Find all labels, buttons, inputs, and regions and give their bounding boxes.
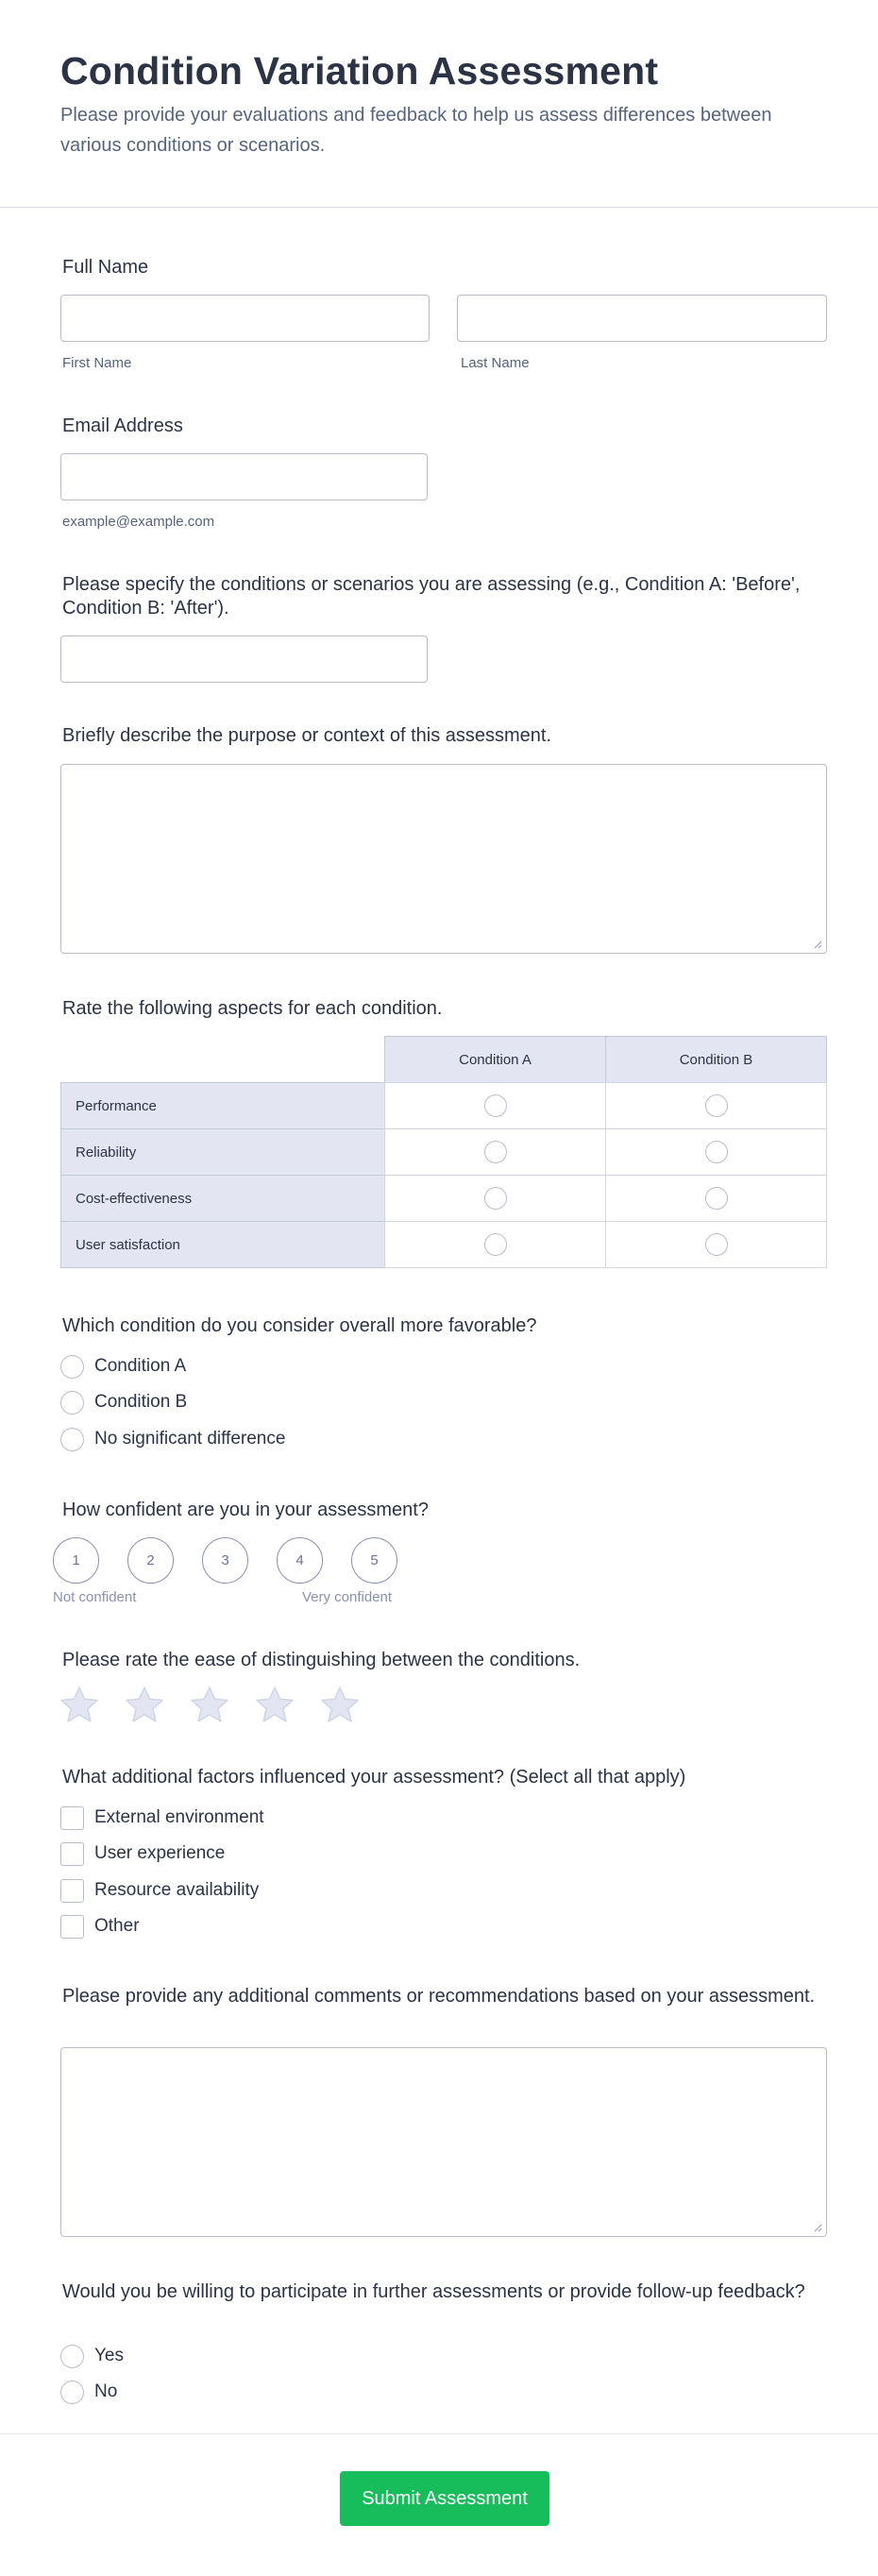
purpose-label: Briefly describe the purpose or context of this assessment. (62, 725, 552, 746)
confidence-label: How confident are you in your assessment? (62, 1500, 429, 1520)
favorable-option[interactable] (60, 1390, 187, 1415)
option-label: Condition B (94, 1392, 188, 1412)
checkbox[interactable] (60, 1915, 84, 1939)
full-name-label: Full Name (62, 257, 149, 278)
star-icon[interactable] (255, 1686, 295, 1723)
radio-button[interactable] (60, 1355, 84, 1379)
matrix-column-header: Condition B (605, 1036, 827, 1083)
option-label: No (94, 2381, 118, 2401)
radio-button[interactable] (60, 1391, 84, 1415)
matrix-cell[interactable] (384, 1128, 606, 1176)
resize-handle-icon[interactable] (813, 940, 822, 949)
matrix-row-label: Performance (60, 1082, 385, 1129)
last-name-sublabel: Last Name (461, 355, 530, 371)
form-title: Condition Variation Assessment (60, 49, 659, 93)
option-label: External environment (94, 1807, 264, 1827)
matrix-cell[interactable] (605, 1175, 827, 1222)
matrix-radio[interactable] (705, 1094, 728, 1117)
factors-option[interactable] (60, 1914, 140, 1939)
star-icon[interactable] (320, 1686, 360, 1723)
star-icon[interactable] (59, 1686, 99, 1723)
resize-handle-icon[interactable] (813, 2223, 822, 2232)
matrix-radio[interactable] (484, 1094, 507, 1117)
matrix-radio[interactable] (484, 1233, 507, 1256)
matrix-radio[interactable] (484, 1187, 507, 1210)
checkbox[interactable] (60, 1842, 84, 1866)
option-label: No significant difference (94, 1429, 286, 1449)
last-name-input[interactable] (457, 295, 827, 342)
option-label: Yes (94, 2346, 124, 2365)
option-label: Condition A (94, 1356, 187, 1376)
star-icon[interactable] (125, 1686, 164, 1723)
scale-option-3[interactable]: 3 (202, 1537, 248, 1584)
scale-max-caption: Very confident (302, 1589, 393, 1605)
followup-label: Would you be willing to participate in further assessments or provide follow-up feedback? (62, 2281, 805, 2302)
followup-option[interactable] (60, 2380, 117, 2404)
scale-option-4[interactable]: 4 (277, 1537, 323, 1584)
matrix-row-label: Reliability (60, 1128, 385, 1176)
radio-button[interactable] (60, 1428, 84, 1451)
checkbox[interactable] (60, 1806, 84, 1830)
conditions-label: Please specify the conditions or scenarios you are assessing (e.g., Condition A: 'Before', Condition B: 'After'). (62, 574, 801, 619)
matrix-cell[interactable] (384, 1175, 606, 1222)
followup-option[interactable] (60, 2344, 124, 2368)
email-input[interactable] (60, 453, 428, 500)
matrix-radio[interactable] (484, 1141, 507, 1163)
email-sublabel: example@example.com (62, 514, 215, 530)
submit-button[interactable]: Submit Assessment (340, 2471, 549, 2526)
matrix-cell[interactable] (384, 1221, 606, 1268)
checkbox[interactable] (60, 1879, 84, 1903)
factors-option[interactable] (60, 1878, 259, 1903)
scale-min-caption: Not confident (53, 1589, 137, 1605)
matrix-label: Rate the following aspects for each condition. (62, 998, 443, 1019)
factors-label: What additional factors influenced your assessment? (Select all that apply) (62, 1767, 686, 1788)
form-subtitle: Please provide your evaluations and feedback to help us assess differences between various conditions or scenarios. (60, 105, 772, 156)
matrix-radio[interactable] (705, 1187, 728, 1210)
option-label: Resource availability (94, 1880, 260, 1900)
matrix-row-label: Cost-effectiveness (60, 1175, 385, 1222)
ease-label: Please rate the ease of distinguishing between the conditions. (62, 1650, 581, 1670)
purpose-textarea[interactable] (60, 764, 827, 954)
comments-label: Please provide any additional comments or recommendations based on your assessment. (62, 1986, 816, 2007)
form-header (0, 0, 878, 208)
matrix-cell[interactable] (605, 1082, 827, 1129)
scale-option-2[interactable]: 2 (127, 1537, 174, 1584)
favorable-label: Which condition do you consider overall more favorable? (62, 1315, 537, 1336)
scale-option-5[interactable]: 5 (351, 1537, 397, 1584)
matrix-cell[interactable] (384, 1082, 606, 1129)
email-label: Email Address (62, 415, 183, 436)
matrix-radio[interactable] (705, 1141, 728, 1163)
matrix-column-header: Condition A (384, 1036, 606, 1083)
matrix-cell[interactable] (605, 1221, 827, 1268)
matrix-cell[interactable] (605, 1128, 827, 1176)
factors-option[interactable] (60, 1805, 264, 1830)
favorable-option[interactable] (60, 1427, 285, 1451)
option-label: Other (94, 1916, 140, 1936)
favorable-option[interactable] (60, 1354, 186, 1379)
matrix-row-label: User satisfaction (60, 1221, 385, 1268)
matrix-radio[interactable] (705, 1233, 728, 1256)
star-icon[interactable] (190, 1686, 229, 1723)
factors-option[interactable] (60, 1841, 225, 1866)
comments-textarea[interactable] (60, 2047, 827, 2237)
conditions-input[interactable] (60, 636, 428, 683)
rating-matrix (60, 1036, 827, 1272)
scale-option-1[interactable]: 1 (53, 1537, 99, 1584)
first-name-input[interactable] (60, 295, 430, 342)
radio-button[interactable] (60, 2381, 84, 2404)
radio-button[interactable] (60, 2345, 84, 2368)
option-label: User experience (94, 1843, 226, 1863)
first-name-sublabel: First Name (62, 355, 132, 371)
